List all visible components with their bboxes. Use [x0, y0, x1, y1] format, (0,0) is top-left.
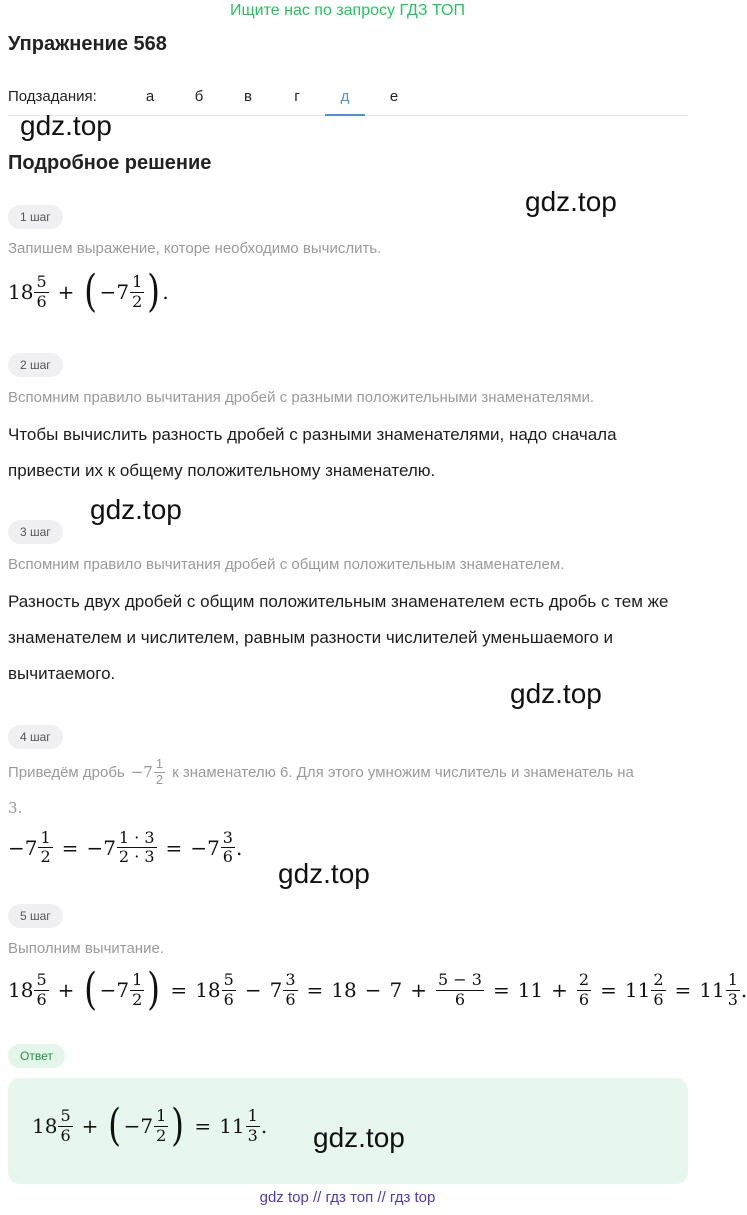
- step-hint: Приведём дробь −7 $\frac{1}{2}$ к знаменателю 6. Для этого умножим числитель и знаменатель на: [8, 756, 634, 787]
- step-hint: Запишем выражение, которе необходимо вычислить.: [8, 240, 382, 257]
- step-badge: 5 шаг: [8, 904, 63, 928]
- tab-a[interactable]: а: [145, 88, 155, 105]
- tab-b[interactable]: б: [194, 88, 204, 105]
- step-text: Разность двух дробей с общим положительным знаменателем есть дробь с тем же знаменателем и числителем, равным разности числителей уменьшаемого и вычитаемого.: [8, 592, 669, 683]
- tab-e[interactable]: е: [389, 88, 399, 105]
- watermark: gdz.top: [510, 678, 602, 709]
- step-badge: 1 шаг: [8, 205, 63, 229]
- watermark: gdz.top: [90, 494, 182, 525]
- step-hint-tail: 3.: [8, 799, 23, 817]
- step-formula: 18 $\frac{5}{6}$ + ( −7 $\frac{1}{2}$ ) = 18 $\frac{5}{6}$ − 7 $\frac{3}{6}$ = 18 − 7 + $\frac{5 - 3}{6}$ = 11 + $\frac{2}{6}$ = 11 $\frac{2}{6}$ = 11 $\frac{1}{3}$ .: [8, 964, 747, 1015]
- section-title: Подробное решение: [8, 152, 212, 174]
- step-formula: 18 $\frac{5}{6}$ + ( −7 $\frac{1}{2}$ ) .: [8, 266, 169, 317]
- step-badge: 2 шаг: [8, 353, 63, 377]
- page-title: Упражнение 568: [8, 33, 167, 55]
- footer-links[interactable]: gdz top // гдз топ // гдз top: [259, 1189, 436, 1206]
- watermark: gdz.top: [278, 858, 370, 889]
- step-hint-before: Приведём дробь: [8, 763, 125, 781]
- step-badge: 3 шаг: [8, 520, 63, 544]
- step-hint: Вспомним правило вычитания дробей с разными положительными знаменателями.: [8, 389, 595, 406]
- watermark: gdz.top: [525, 186, 617, 217]
- answer-badge: Ответ: [8, 1044, 65, 1068]
- step-formula: −7 $\frac{1}{2}$ = −7 $\frac{1 \cdot 3}{2 \cdot 3}$ = −7 $\frac{3}{6}$ .: [8, 828, 243, 867]
- answer-formula: 18 $\frac{5}{6}$ + ( −7 $\frac{1}{2}$ ) = 11 $\frac{1}{3}$ .: [32, 1100, 268, 1151]
- watermark: gdz.top: [313, 1122, 405, 1153]
- step-text: Чтобы вычислить разность дробей с разными знаменателями, надо сначала привести их к общему положительному знаменателю.: [8, 425, 617, 480]
- subtasks-label: Подзадания:: [8, 88, 97, 105]
- promo-banner[interactable]: Ищите нас по запросу ГДЗ ТОП: [230, 2, 465, 19]
- tab-d[interactable]: д: [325, 86, 365, 116]
- watermark: gdz.top: [20, 110, 112, 141]
- tab-v[interactable]: в: [244, 88, 252, 105]
- step-hint: Вспомним правило вычитания дробей с общим положительным знаменателем.: [8, 556, 565, 573]
- tab-g[interactable]: г: [294, 88, 300, 105]
- step-hint: Выполним вычитание.: [8, 940, 164, 957]
- step-badge: 4 шаг: [8, 725, 63, 749]
- step-hint-after: к знаменателю 6. Для этого умножим числитель и знаменатель на: [172, 763, 634, 781]
